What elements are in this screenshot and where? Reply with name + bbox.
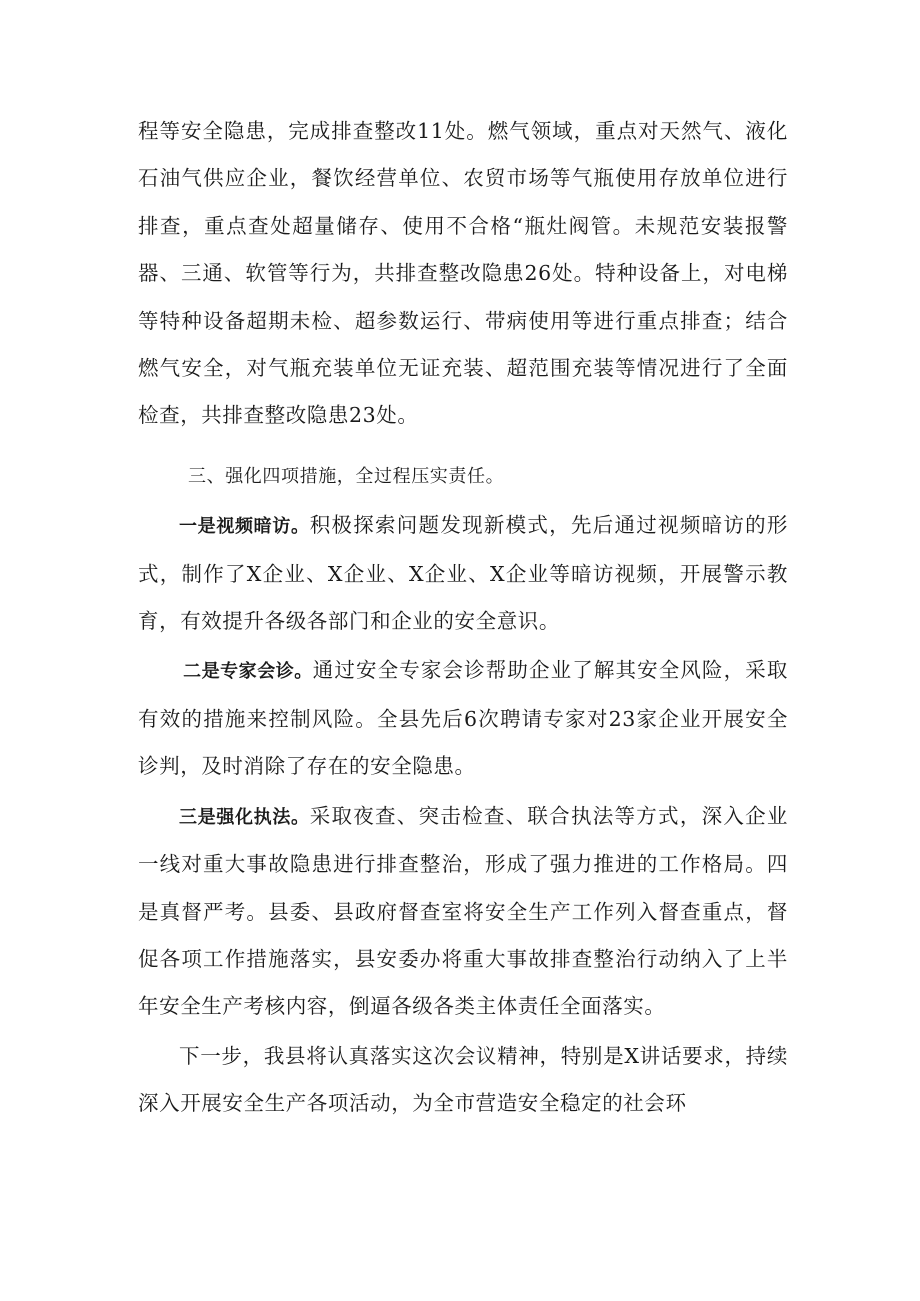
paragraph-next-step: 下一步，我县将认真落实这次会议精神，特别是X讲话要求，持续深入开展安全生产各项活动，为全市营造安全稳定的社会环 — [138, 1043, 788, 1116]
measure-expert-lead: 二是专家会诊。 — [183, 661, 313, 683]
measure-video-body: 积极探索问题发现新模式，先后通过视频暗访的形式，制作了X企业、X企业、X企业、X企业等暗访视频，开展警示教育，有效提升各级各部门和企业的安全意识。 — [138, 513, 788, 634]
section-heading-three: 三、强化四项措施，全过程压实责任。 — [188, 465, 505, 487]
document-body — [138, 108, 788, 1128]
measure-enforcement-lead: 三是强化执法。 — [179, 806, 310, 828]
measure-enforcement-body: 采取夜查、突击检查、联合执法等方式，深入企业一线对重大事故隐患进行排查整治，形成了强力推进的工作格局。四是真督严考。县委、县政府督查室将安全生产工作列入督查重点，督促各项工作措施落实，县安委办将重大事故排查整治行动纳入了上半年安全生产考核内容，倒逼各级各类主体责任全面落实。 — [138, 803, 788, 1019]
paragraph-measure-enforcement — [138, 793, 788, 1031]
measure-expert-body: 通过安全专家会诊帮助企业了解其安全风险，采取有效的措施来控制风险。全县先后6次聘请专家对23家企业开展安全诊判，及时消除了存在的安全隐患。 — [138, 658, 789, 779]
paragraph-measure-expert — [138, 647, 788, 790]
paragraph-measure-video — [138, 502, 788, 645]
paragraph-hazard-inspection: 程等安全隐患，完成排查整改11处。燃气领域，重点对天然气、液化石油气供应企业，餐饮经营单位、农贸市场等气瓶使用存放单位进行排查，重点查处超量储存、使用不合格“瓶灶阀管。未规范安装报警器、三通、软管等行为，共排查整改隐患26处。特种设备上，对电梯等特种设备超期未检、超参数运行、带病使用等进行重点排查；结合燃气安全，对气瓶充装单位无证充装、超范围充装等情况进行了全面检查，共排查整改隐患23处。 — [138, 119, 788, 428]
measure-video-lead: 一是视频暗访。 — [179, 516, 310, 538]
